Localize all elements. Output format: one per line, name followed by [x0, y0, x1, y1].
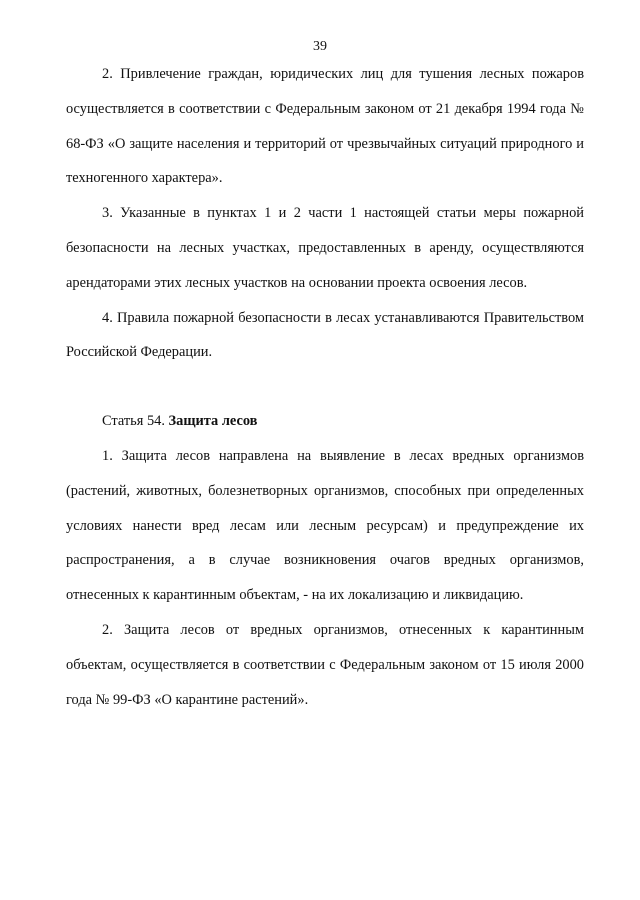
- article-number: Статья 54.: [102, 413, 169, 430]
- article-title: Защита лесов: [168, 413, 258, 430]
- paragraph-forest-protection-purpose: 1. Защита лесов направлена на выявление в лесах вредных организмов (растений, животных, болезнетворных организмов, способных при определенных условиях нанести вред лесам или лесным ресурсам) и предупреждение их распространения, а в случае возникновения очагов вредных организмов, отнесенных к карантинным объектам, - на их локализацию и ликвидацию.: [66, 447, 584, 604]
- page-number: 39: [313, 39, 327, 54]
- paragraph-fire-extinguishing-citizens: 2. Привлечение граждан, юридических лиц для тушения лесных пожаров осуществляется в соответствии с Федеральным законом от 21 декабря 1994 года № 68-ФЗ «О защите населения и территорий от чрезвычайных ситуаций природного и техногенного характера».: [66, 66, 584, 187]
- paragraph-quarantine-protection: 2. Защита лесов от вредных организмов, отнесенных к карантинным объектам, осуществляется в соответствии с Федеральным законом от 15 июля 2000 года № 99-ФЗ «О карантине растений».: [66, 621, 584, 708]
- article-heading: [66, 404, 584, 439]
- document-body: [66, 57, 584, 717]
- paragraph-lease-fire-safety: 3. Указанные в пунктах 1 и 2 части 1 настоящей статьи меры пожарной безопасности на лесных участках, предоставленных в аренду, осуществляются арендаторами этих лесных участков на основании проекта освоения лесов.: [66, 205, 584, 291]
- section-spacer: [66, 370, 584, 404]
- paragraph-fire-safety-rules: 4. Правила пожарной безопасности в лесах устанавливаются Правительством Российской Федерации.: [66, 309, 584, 361]
